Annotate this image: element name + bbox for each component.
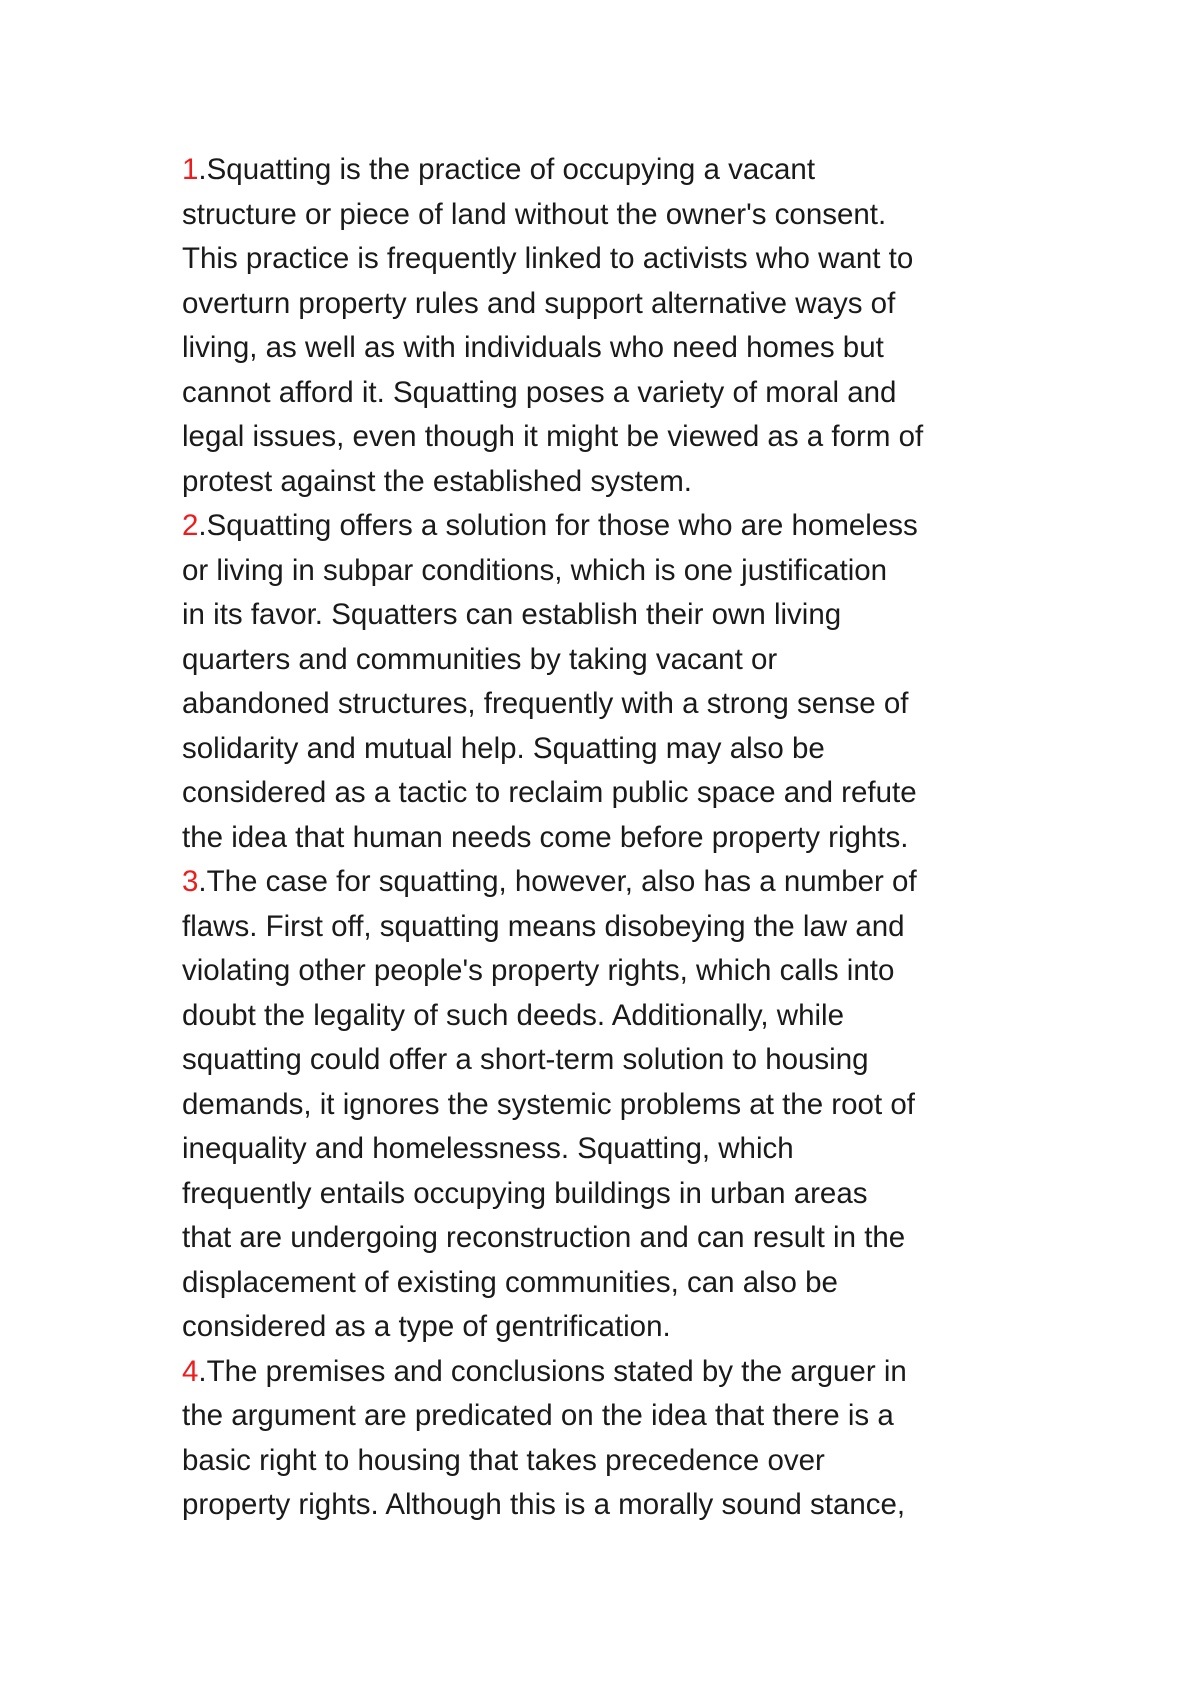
paragraph-text: .The premises and conclusions stated by the arguer in — [198, 1354, 907, 1388]
paragraph-line — [182, 504, 1062, 549]
paragraph-number: 4 — [182, 1354, 199, 1388]
paragraph-3 — [182, 860, 1062, 1350]
paragraph-line: considered as a tactic to reclaim public space and refute — [182, 776, 917, 809]
paragraph-text: .Squatting is the practice of occupying a vacant — [198, 153, 816, 186]
paragraph-line: This practice is frequently linked to activists who want to — [182, 242, 914, 275]
paragraph-line: in its favor. Squatters can establish their own living — [182, 598, 842, 631]
paragraph-number: 2 — [182, 509, 199, 542]
paragraph-text: .Squatting offers a solution for those who are homeless — [198, 509, 918, 542]
paragraph-2 — [182, 504, 1062, 860]
paragraph-line: structure or piece of land without the owner's consent. — [182, 197, 887, 231]
paragraph-number: 3 — [182, 865, 199, 898]
paragraph-line: or living in subpar conditions, which is one justification — [182, 553, 888, 587]
paragraph-number: 1 — [182, 153, 199, 186]
paragraph-line: the argument are predicated on the idea that there is a — [182, 1399, 894, 1432]
paragraph-line: solidarity and mutual help. Squatting may also be — [182, 731, 825, 765]
paragraph-line: legal issues, even though it might be viewed as a form of — [182, 420, 924, 453]
paragraph-line: doubt the legality of such deeds. Additionally, while — [182, 998, 844, 1032]
paragraph-line: basic right to housing that takes precedence over — [182, 1443, 825, 1477]
paragraph-line: inequality and homelessness. Squatting, which — [182, 1132, 794, 1165]
paragraph-line: protest against the established system. — [182, 464, 692, 498]
paragraph-line: abandoned structures, frequently with a strong sense of — [182, 687, 909, 720]
paragraph-4 — [182, 1350, 1062, 1528]
paragraph-line — [182, 148, 1062, 193]
paragraph-line: violating other people's property rights, which calls into — [182, 954, 895, 987]
paragraph-line: flaws. First off, squatting means disobeying the law and — [182, 909, 905, 943]
paragraph-line: quarters and communities by taking vacant or — [182, 642, 778, 676]
paragraph-line: that are undergoing reconstruction and can result in the — [182, 1221, 906, 1254]
paragraph-line: considered as a type of gentrification. — [182, 1310, 671, 1343]
paragraph-line: living, as well as with individuals who need homes but — [182, 331, 884, 364]
paragraph-line: the idea that human needs come before property rights. — [182, 820, 909, 854]
paragraph-line — [182, 1350, 1062, 1395]
paragraph-text: .The case for squatting, however, also has a number of — [198, 865, 917, 898]
paragraph-line: displacement of existing communities, can also be — [182, 1265, 838, 1299]
paragraph-line: frequently entails occupying buildings in urban areas — [182, 1176, 868, 1210]
paragraph-line: squatting could offer a short-term solution to housing — [182, 1043, 869, 1076]
paragraph-line — [182, 860, 1062, 905]
paragraph-line: demands, it ignores the systemic problems at the root of — [182, 1087, 915, 1121]
paragraph-line: property rights. Although this is a morally sound stance, — [182, 1488, 906, 1521]
paragraph-line: cannot afford it. Squatting poses a variety of moral and — [182, 375, 897, 409]
paragraph-1 — [182, 148, 1062, 504]
document-body — [182, 148, 1062, 1528]
paragraph-line: overturn property rules and support alternative ways of — [182, 286, 896, 320]
